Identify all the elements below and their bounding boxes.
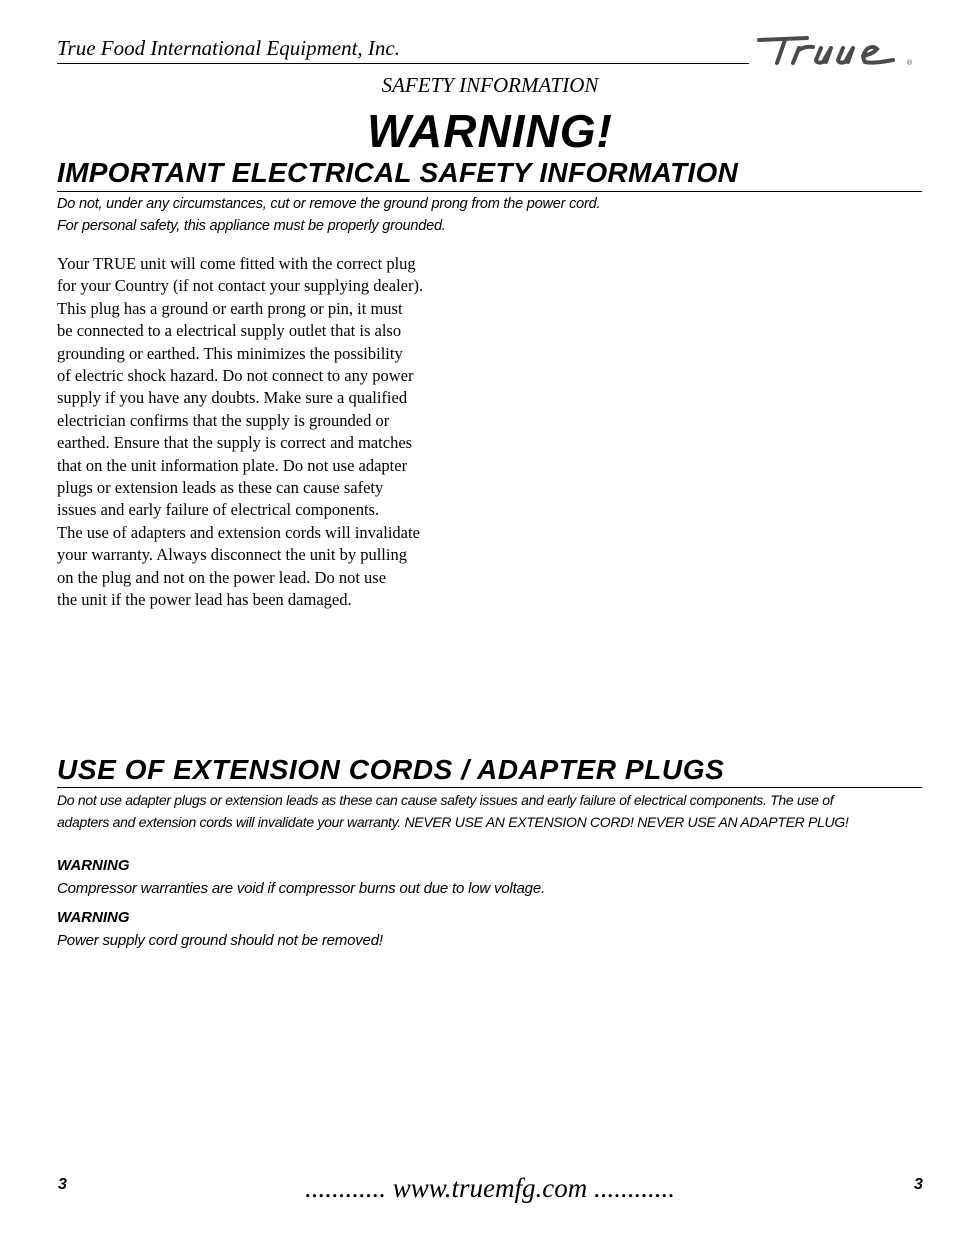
note-line: adapters and extension cords will invalidate your warranty. NEVER USE AN EXTENSION CORD! NEVER USE AN ADAPTER PLUG!: [57, 814, 849, 830]
electrical-body-text: [57, 253, 482, 612]
body-line: issues and early failure of electrical components.: [57, 500, 380, 520]
company-name: True Food International Equipment, Inc.: [57, 36, 400, 60]
note-line: Do not use adapter plugs or extension leads as these can cause safety issues and early failure of electrical components. The use of: [57, 792, 834, 808]
heading-rule: [57, 787, 922, 788]
true-logo: [755, 30, 920, 70]
body-line: Your TRUE unit will come fitted with the correct plug: [57, 254, 416, 273]
note-line: For personal safety, this appliance must be properly grounded.: [57, 218, 446, 234]
body-line: plugs or extension leads as these can cause safety: [57, 478, 384, 498]
body-line: The use of adapters and extension cords will invalidate: [57, 522, 420, 542]
heading-rule: [57, 191, 922, 192]
body-line: supply if you have any doubts. Make sure a qualified: [57, 388, 408, 408]
warning-text: Compressor warranties are void if compressor burns out due to low voltage.: [57, 880, 545, 897]
body-line: that on the unit information plate. Do not use adapter: [57, 455, 408, 475]
body-line: for your Country (if not contact your supplying dealer).: [57, 276, 424, 296]
electrical-safety-heading: IMPORTANT ELECTRICAL SAFETY INFORMATION: [57, 157, 739, 188]
warning-label: WARNING: [57, 909, 130, 926]
warning-label: WARNING: [57, 857, 130, 874]
body-line: grounding or earthed. This minimizes the possibility: [57, 343, 403, 363]
body-line: on the plug and not on the power lead. Do not use: [57, 567, 387, 587]
body-line: electrician confirms that the supply is grounded or: [57, 410, 390, 430]
body-line: the unit if the power lead has been damaged.: [57, 590, 352, 610]
page-number-left: 3: [58, 1176, 67, 1193]
footer-url[interactable]: ............ www.truemfg.com ............: [305, 1173, 675, 1203]
body-line: This plug has a ground or earth prong or pin, it must: [57, 298, 403, 318]
body-line: earthed. Ensure that the supply is correct and matches: [57, 433, 413, 453]
extension-cords-note: [57, 789, 927, 833]
header-rule: [57, 63, 749, 64]
ground-prong-note: [57, 193, 600, 237]
warning-text: Power supply cord ground should not be removed!: [57, 932, 383, 949]
note-line: Do not, under any circumstances, cut or remove the ground prong from the power cord.: [57, 196, 601, 212]
body-line: be connected to a electrical supply outlet that is also: [57, 321, 402, 341]
body-line: your warranty. Always disconnect the unit by pulling: [57, 545, 407, 565]
body-line: of electric shock hazard. Do not connect to any power: [57, 366, 414, 386]
extension-cords-heading: USE OF EXTENSION CORDS / ADAPTER PLUGS: [57, 754, 725, 785]
page-number-right: 3: [914, 1176, 923, 1193]
section-label: SAFETY INFORMATION: [381, 73, 599, 97]
warning-title: WARNING!: [367, 105, 613, 157]
registered-mark: ®: [907, 60, 913, 67]
